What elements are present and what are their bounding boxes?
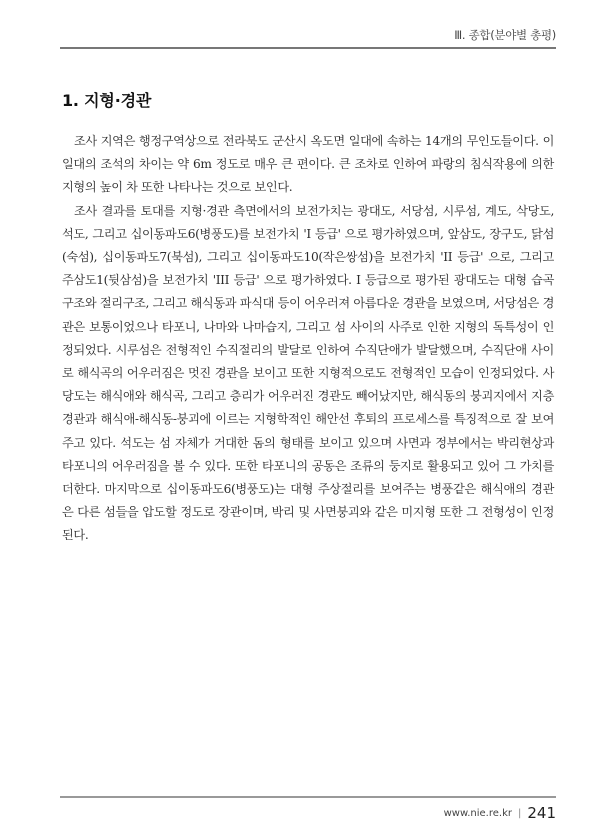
footer-rule [60, 796, 556, 798]
header-rule [60, 47, 556, 49]
paragraph-2: 조사 결과를 토대를 지형·경관 측면에서의 보전가치는 광대도, 서당섬, 시루섬, 계도, 삭당도, 석도, 그리고 십이동파도6(병풍도)를 보전가치 'I 등급' 으로 평가하였으며, 앞삼도, 장구도, 닭섬(숙섬), 십이동파도7(북섬), 그리고 십이동파도10(작은쌍섬)을 보전가치 'II 등급' 으로, 그리고 주삼도1(뒷삼섬)을 보전가치 'III 등급' 으로 평가하였다. I 등급으로 평가된 광대도는 대형 습곡구조와 절리구조, 그리고 해식동과 파식대 등이 어우러져 아름다운 경관을 보였으며, 서당섬은 경관은 보통이었으나 타포니, 나마와 나마습지, 그리고 섬 사이의 사주로 인한 지형의 독특성이 인정되었다. 시루섬은 전형적인 수직절리의 발달로 인하여 수직단애가 발달했으며, 수직단애 사이로 해식곡의 어우러짐은 멋진 경관을 보이고 또한 지형적으로도 전형적인 모습이 인정되었다. 사당도는 해식애와 해식곡, 그리고 층리가 어우러진 경관도 빼어났지만, 해식동의 붕괴지에서 지층경관과 해식애-해식동-붕괴에 이르는 지형학적인 해안선 후퇴의 프로세스를 특징적으로 잘 보여주고 있다. 석도는 섬 자체가 거대한 돔의 형태를 보이고 있으며 사면과 정부에서는 박리현상과 타포니의 어우러짐을 볼 수 있다. 또한 타포니의 공동은 조류의 둥지로 활용되고 있어 그 가치를 더한다. 마지막으로 십이동파도6(병풍도)는 대형 주상절리를 보여주는 병풍같은 해식애의 경관은 다른 섬들을 압도할 정도로 장관이며, 박리 및 사면붕괴와 같은 미지형 또한 그 전형성이 인정된다. [62, 203, 554, 543]
page-footer [444, 804, 556, 822]
running-header-section-label: Ⅲ. 종합(분야별 총평) [454, 28, 556, 42]
footer-url[interactable]: www.nie.re.kr [443, 807, 512, 819]
footer-separator: | [517, 807, 522, 819]
section-heading: 1. 지형·경관 [62, 91, 152, 110]
page-number: 241 [527, 804, 556, 822]
body-text [62, 130, 554, 548]
paragraph-1: 조사 지역은 행정구역상으로 전라북도 군산시 옥도면 일대에 속하는 14개의 무인도들이다. 이 일대의 조석의 차이는 약 6m 정도로 매우 큰 편이다. 큰 조차로 인하여 파랑의 침식작용에 의한 지형의 높이 차 또한 나타나는 것으로 보인다. [62, 134, 554, 195]
